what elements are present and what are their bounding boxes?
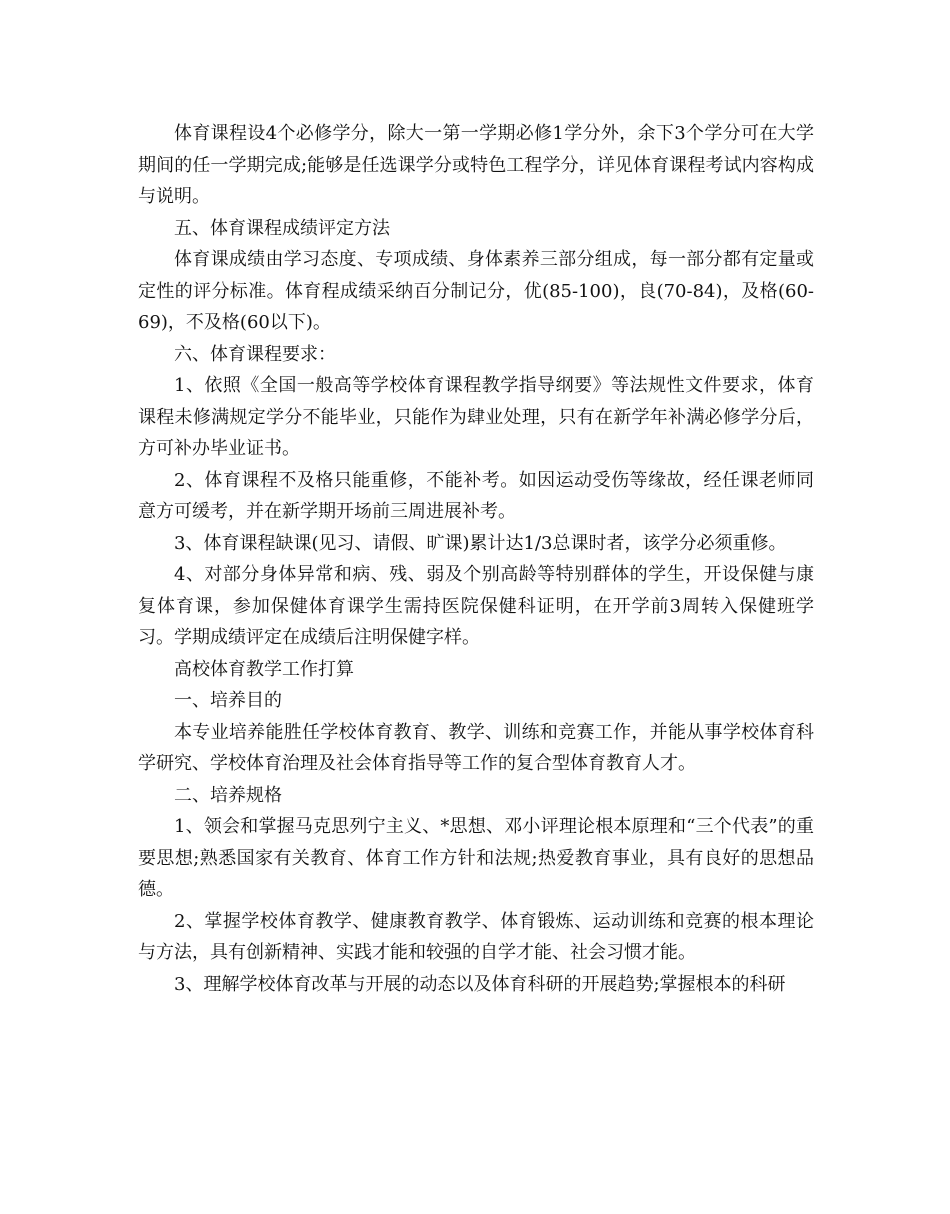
paragraph-requirement-2: 2、体育课程不及格只能重修，不能补考。如因运动受伤等缘故，经任课老师同意方可缓考，并在新学期开场前三周进展补考。 — [138, 469, 814, 522]
heading-grading-method: 五、体育课程成绩评定方法 — [174, 217, 390, 239]
heading-teaching-plan: 高校体育教学工作打算 — [174, 658, 354, 680]
paragraph-grading: 体育课成绩由学习态度、专项成绩、身体素养三部分组成，每一部分都有定量或定性的评分标准。体育程成绩采纳百分制记分，优(85-100)，良(70-84)，及格(60-69)，不及格(60以下)。 — [138, 249, 814, 333]
paragraph-credits: 体育课程设4个必修学分，除大一第一学期必修1学分外，余下3个学分可在大学期间的任一学期完成;能够是任选课学分或特色工程学分，详见体育课程考试内容构成与说明。 — [138, 123, 814, 207]
paragraph-specification-2: 2、掌握学校体育教学、健康教育教学、体育锻炼、运动训练和竞赛的根本理论与方法，具有创新精神、实践才能和较强的自学才能、社会习惯才能。 — [138, 910, 814, 963]
paragraph-requirement-3: 3、体育课程缺课(见习、请假、旷课)累计达1/3总课时者，该学分必须重修。 — [174, 532, 787, 554]
heading-training-specifications: 二、培养规格 — [174, 784, 282, 806]
paragraph-training-objective: 本专业培养能胜任学校体育教育、教学、训练和竞赛工作，并能从事学校体育科学研究、学校体育治理及社会体育指导等工作的复合型体育教育人才。 — [138, 721, 814, 774]
heading-course-requirements: 六、体育课程要求： — [174, 343, 336, 365]
document-body — [138, 118, 814, 1000]
heading-training-objective: 一、培养目的 — [174, 690, 282, 711]
paragraph-requirement-1: 1、依照《全国一般高等学校体育课程教学指导纲要》等法规性文件要求，体育课程未修满规定学分不能毕业，只能作为肆业处理，只有在新学年补满必修学分后，方可补办毕业证书。 — [138, 375, 814, 459]
paragraph-specification-1: 1、领会和掌握马克思列宁主义、*思想、邓小评理论根本原理和“三个代表”的重要思想;熟悉国家有关教育、体育工作方针和法规;热爱教育事业，具有良好的思想品德。 — [138, 816, 814, 900]
paragraph-specification-3: 3、理解学校体育改革与开展的动态以及体育科研的开展趋势;掌握根本的科研 — [174, 973, 786, 995]
paragraph-requirement-4: 4、对部分身体异常和病、残、弱及个别高龄等特别群体的学生，开设保健与康复体育课，参加保健体育课学生需持医院保健科证明，在开学前3周转入保健班学习。学期成绩评定在成绩后注明保健字样。 — [138, 564, 814, 648]
